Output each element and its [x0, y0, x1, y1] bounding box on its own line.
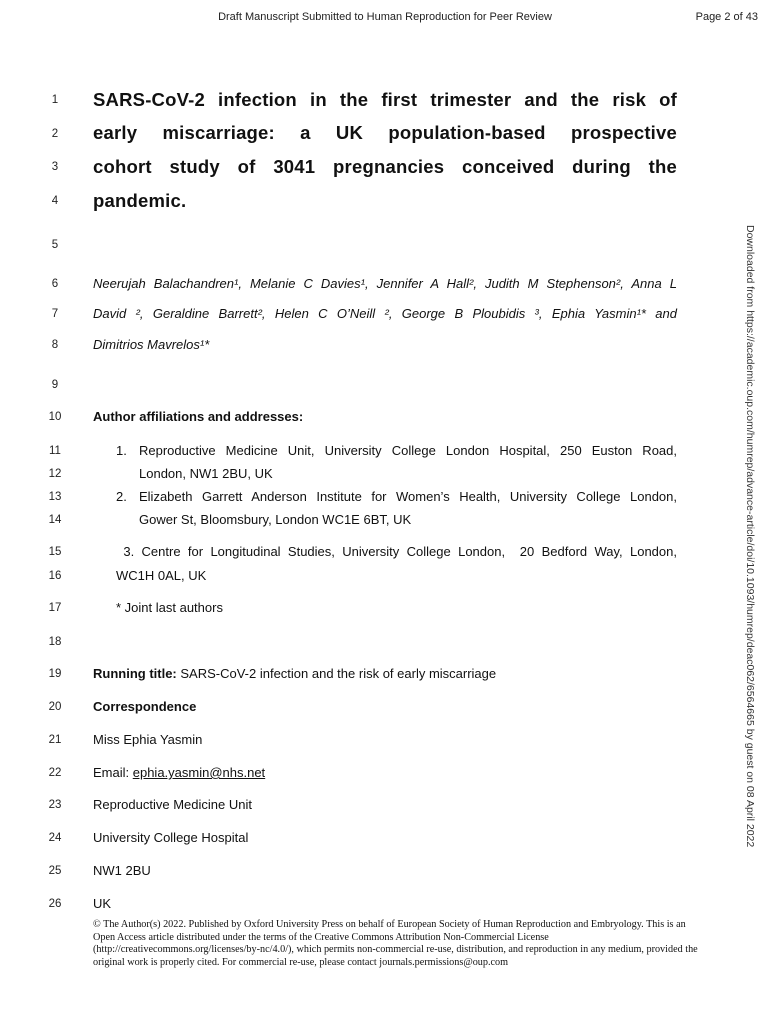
running-title — [93, 666, 496, 681]
line-number: 7 — [51, 308, 59, 320]
line-number: 22 — [48, 767, 62, 779]
running-title-text: SARS-CoV-2 infection and the risk of early miscarriage — [176, 666, 497, 681]
line-number: 5 — [51, 239, 59, 251]
author-list-line: Neerujah Balachandren¹, Melanie C Davies¹, Jennifer A Hall², Judith M Stephenson², Anna L — [93, 276, 677, 291]
line-number: 12 — [48, 468, 62, 480]
copyright-footer: © The Author(s) 2022. Published by Oxford University Press on behalf of European Society of Human Reproduction and Embryology. This is an Open Access article distributed under the terms of the Creative Commons Attribution Non-Commercial License (http://creativecommons.org/licenses/by-nc/4.0/), which permits non-commercial re-use, distribution, and reproduction in any medium, provided the original work is properly cited. For commercial re-use, please contact journals.permissions@oup.com — [93, 919, 698, 968]
line-number: 20 — [48, 701, 62, 713]
affiliations-heading: Author affiliations and addresses: — [93, 409, 304, 424]
correspondence-hospital: University College Hospital — [93, 830, 249, 845]
affiliation-line: Gower St, Bloomsbury, London WC1E 6BT, UK — [139, 512, 412, 527]
line-number: 4 — [51, 195, 59, 207]
line-number: 18 — [48, 636, 62, 648]
correspondence-heading: Correspondence — [93, 699, 197, 714]
running-title-label: Running title: — [93, 666, 177, 681]
line-number: 14 — [48, 514, 62, 526]
line-number: 26 — [48, 898, 62, 910]
affiliation-number: 1. — [116, 443, 127, 458]
line-number: 25 — [48, 865, 62, 877]
line-number: 8 — [51, 339, 59, 351]
correspondence-unit: Reproductive Medicine Unit — [93, 797, 252, 812]
running-header: Draft Manuscript Submitted to Human Reproduction for Peer Review — [218, 11, 552, 23]
affiliation-line: London, NW1 2BU, UK — [139, 466, 273, 481]
line-number: 10 — [48, 411, 62, 423]
line-number: 6 — [51, 278, 59, 290]
affiliation-number: 2. — [116, 489, 127, 504]
line-number: 11 — [49, 445, 61, 457]
line-number: 9 — [51, 379, 59, 391]
correspondence-email-line — [93, 765, 265, 780]
affiliation-line: 3. Centre for Longitudinal Studies, University College London, 20 Bedford Way, London, — [116, 544, 677, 559]
line-number: 17 — [48, 602, 62, 614]
affiliation-line: Elizabeth Garrett Anderson Institute for Women’s Health, University College London, — [139, 489, 677, 504]
line-number: 13 — [48, 491, 62, 503]
correspondence-country: UK — [93, 896, 112, 911]
paper-title-line: SARS-CoV-2 infection in the first trimester and the risk of — [93, 89, 677, 110]
correspondence-name: Miss Ephia Yasmin — [93, 732, 203, 747]
paper-title-line: pandemic. — [93, 190, 187, 211]
affiliation-line: Reproductive Medicine Unit, University College London Hospital, 250 Euston Road, — [139, 443, 677, 458]
author-list-line: David ², Geraldine Barrett², Helen C O’Neill ², George B Ploubidis ³, Ephia Yasmin¹* and — [93, 306, 677, 321]
paper-title-line: early miscarriage: a UK population-based prospective — [93, 122, 677, 143]
email-label: Email: — [93, 765, 133, 780]
download-watermark: Downloaded from https://academic.oup.com/humrep/advance-article/doi/10.1093/humrep/deac062/6564665 by guest on 08 April 2022 — [744, 225, 756, 848]
author-list-line: Dimitrios Mavrelos¹* — [93, 337, 210, 352]
page-number: Page 2 of 43 — [695, 11, 758, 23]
line-number: 2 — [51, 128, 59, 140]
line-number: 21 — [48, 734, 62, 746]
affiliation-line: WC1H 0AL, UK — [116, 568, 207, 583]
line-number: 23 — [48, 799, 62, 811]
line-number: 19 — [48, 668, 62, 680]
joint-authors-note: * Joint last authors — [116, 600, 223, 615]
line-number: 3 — [51, 161, 59, 173]
correspondence-postcode: NW1 2BU — [93, 863, 151, 878]
paper-title-line: cohort study of 3041 pregnancies conceived during the — [93, 156, 677, 177]
line-number: 24 — [48, 832, 62, 844]
line-number: 15 — [48, 546, 62, 558]
email-link[interactable]: ephia.yasmin@nhs.net — [132, 765, 266, 780]
line-number: 1 — [51, 94, 59, 106]
line-number: 16 — [48, 570, 62, 582]
